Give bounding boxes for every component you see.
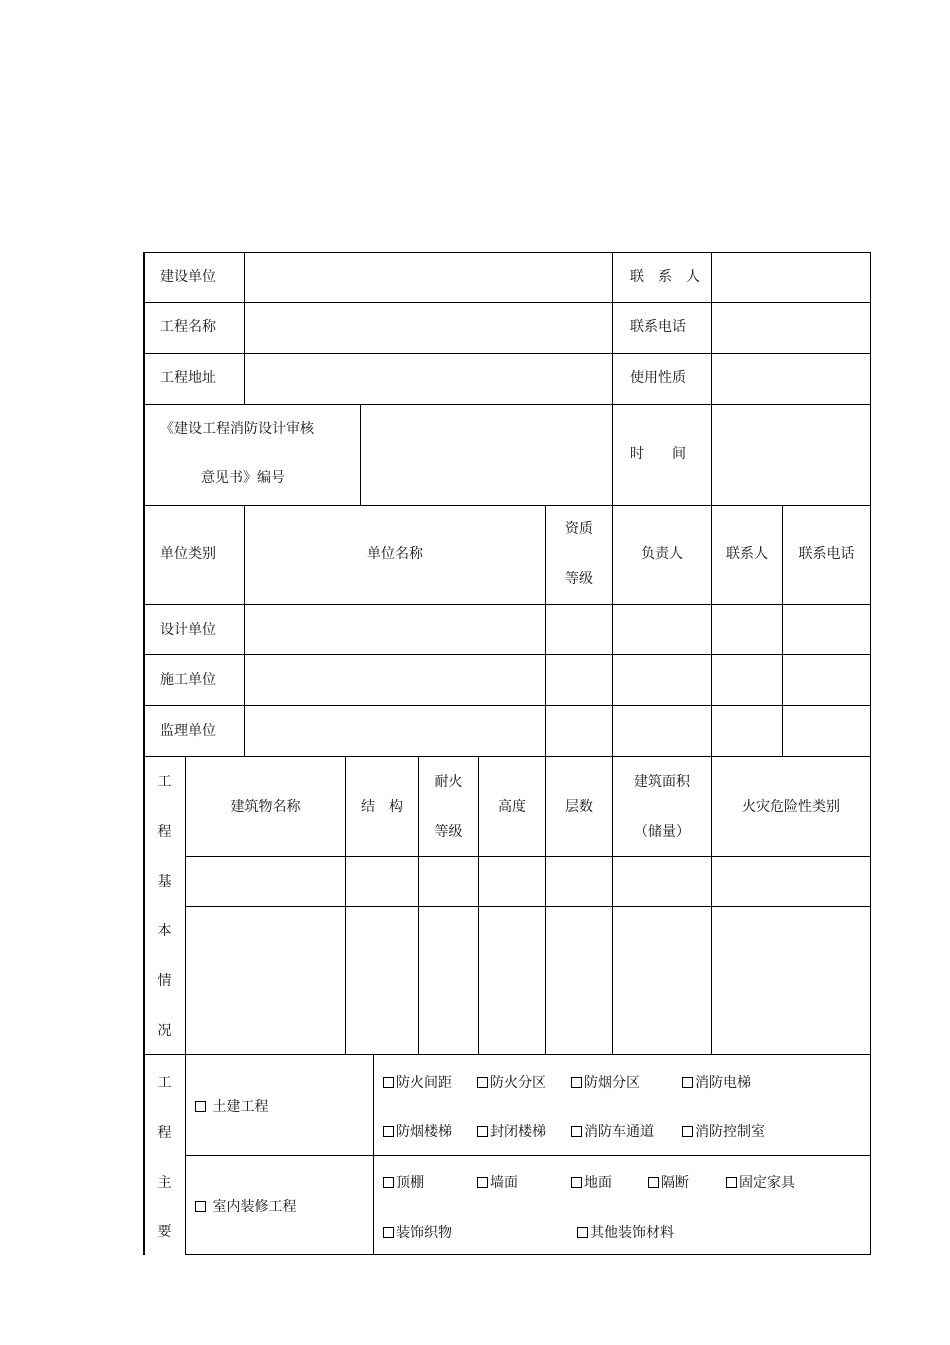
checkbox-label: 消防电梯 [695,1075,751,1091]
design-unit-label: 设计单位 [160,622,216,638]
rule [418,756,419,1054]
floors-header: 层数 [565,799,593,815]
rule [782,505,783,756]
contact-label: 联 系 人 [630,269,700,285]
supervision-unit-label: 监理单位 [160,723,216,739]
checkbox-icon [195,1101,206,1112]
rule [373,1054,374,1255]
unit-category-header: 单位类别 [160,546,216,562]
smokeproof-stair-checkbox[interactable] [383,1123,452,1141]
border-left [143,252,145,1255]
project-name-label: 工程名称 [160,319,216,335]
opinion-number-label-line2: 意见书》编号 [201,470,285,486]
unit-name-header: 单位名称 [367,546,423,562]
basic-info-side-label: 工 [157,774,172,790]
contact-phone-label: 联系电话 [630,319,686,335]
checkbox-icon [477,1077,488,1088]
unit-contact-header: 联系人 [726,546,768,562]
construction-unit-field[interactable] [245,253,612,302]
checkbox-icon [577,1227,588,1238]
checkbox-label: 消防车通道 [584,1124,654,1140]
fire-elevator-checkbox[interactable] [682,1074,751,1092]
checkbox-label: 防烟分区 [584,1075,640,1091]
unit-phone-header: 联系电话 [798,546,855,562]
project-name-field[interactable] [245,303,612,353]
rule [143,505,871,506]
fire-separation-checkbox[interactable] [383,1074,452,1092]
rule [244,505,245,756]
civil-works-checkbox[interactable] [195,1098,268,1116]
building-name-header: 建筑物名称 [230,799,301,815]
checkbox-label: 地面 [584,1175,612,1191]
wall-checkbox[interactable] [477,1174,518,1192]
checkbox-label: 防火分区 [490,1075,546,1091]
rule [545,505,546,756]
rule [143,756,871,757]
checkbox-label: 消防控制室 [695,1124,765,1140]
area-header-line2: （储量） [634,824,690,840]
time-field[interactable] [712,405,870,505]
fixed-furniture-checkbox[interactable] [726,1174,795,1192]
checkbox-icon [477,1126,488,1137]
usage-label: 使用性质 [630,370,686,386]
rule [185,756,186,1255]
checkbox-icon [195,1201,206,1212]
project-address-label: 工程地址 [160,370,216,386]
fire-hazard-header: 火灾危险性类别 [742,799,840,815]
rule [143,705,871,706]
principal-header: 负责人 [641,546,683,562]
checkbox-label: 防烟楼梯 [396,1124,452,1140]
checkbox-label: 隔断 [661,1175,689,1191]
construction-contractor-label: 施工单位 [160,672,216,688]
ceiling-checkbox[interactable] [383,1174,424,1192]
checkbox-icon [571,1177,582,1188]
contact-phone-field[interactable] [712,303,870,353]
decorative-fabric-checkbox[interactable] [383,1224,452,1242]
enclosed-stair-checkbox[interactable] [477,1123,546,1141]
checkbox-icon [682,1126,693,1137]
rule [143,1054,871,1055]
civil-works-label: 土建工程 [212,1099,269,1115]
qualification-header-line1: 资质 [565,521,593,537]
qualification-header-line2: 等级 [565,571,593,587]
checkbox-icon [383,1077,394,1088]
checkbox-label: 固定家具 [739,1175,795,1191]
partition-checkbox[interactable] [648,1174,689,1192]
fire-compartment-checkbox[interactable] [477,1074,546,1092]
other-materials-checkbox[interactable] [577,1224,674,1242]
basic-info-side-label: 本 [157,923,172,939]
checkbox-icon [571,1126,582,1137]
interior-decoration-label: 室内装修工程 [212,1199,297,1215]
fire-lane-checkbox[interactable] [571,1123,654,1141]
usage-field[interactable] [712,354,870,404]
rule [612,756,613,1054]
checkbox-label: 墙面 [490,1175,518,1191]
basic-info-side-label: 基 [157,874,172,890]
interior-decoration-checkbox[interactable] [195,1198,296,1216]
main-works-side-label: 程 [157,1125,172,1141]
project-address-field[interactable] [245,354,612,404]
checkbox-icon [726,1177,737,1188]
height-header: 高度 [498,799,526,815]
checkbox-label: 顶棚 [396,1175,424,1191]
rule [711,505,712,756]
checkbox-icon [571,1077,582,1088]
time-label: 时 间 [630,446,686,462]
rule [143,654,871,655]
rule [185,1155,871,1156]
checkbox-icon [682,1077,693,1088]
floor-checkbox[interactable] [571,1174,612,1192]
fire-rating-header-line2: 等级 [434,824,463,840]
main-works-side-label: 工 [157,1075,172,1091]
smoke-compartment-checkbox[interactable] [571,1074,640,1092]
checkbox-icon [648,1177,659,1188]
rule [612,505,613,756]
main-works-side-label: 要 [157,1224,172,1240]
rule [185,906,871,907]
checkbox-label: 封闭楼梯 [490,1124,546,1140]
fire-rating-header-line1: 耐火 [434,774,463,790]
rule [612,252,613,505]
rule [185,1254,871,1255]
rule [185,856,871,857]
construction-unit-label: 建设单位 [160,269,216,285]
contact-field[interactable] [712,253,870,302]
checkbox-icon [477,1177,488,1188]
opinion-number-label-line1: 《建设工程消防设计审核 [160,421,314,437]
basic-info-side-label: 情 [157,973,172,989]
structure-header: 结 构 [361,799,403,815]
border-right [870,252,871,1255]
checkbox-icon [383,1227,394,1238]
area-header-line1: 建筑面积 [634,774,690,790]
checkbox-icon [383,1126,394,1137]
main-works-side-label: 主 [157,1175,172,1191]
checkbox-label: 装饰织物 [396,1225,452,1241]
basic-info-side-label: 况 [157,1023,172,1039]
opinion-number-field[interactable] [361,405,612,505]
rule [143,604,871,605]
fire-control-room-checkbox[interactable] [682,1123,765,1141]
basic-info-side-label: 程 [157,824,172,840]
checkbox-label: 防火间距 [396,1075,452,1091]
checkbox-label: 其他装饰材料 [590,1225,674,1241]
checkbox-icon [383,1177,394,1188]
